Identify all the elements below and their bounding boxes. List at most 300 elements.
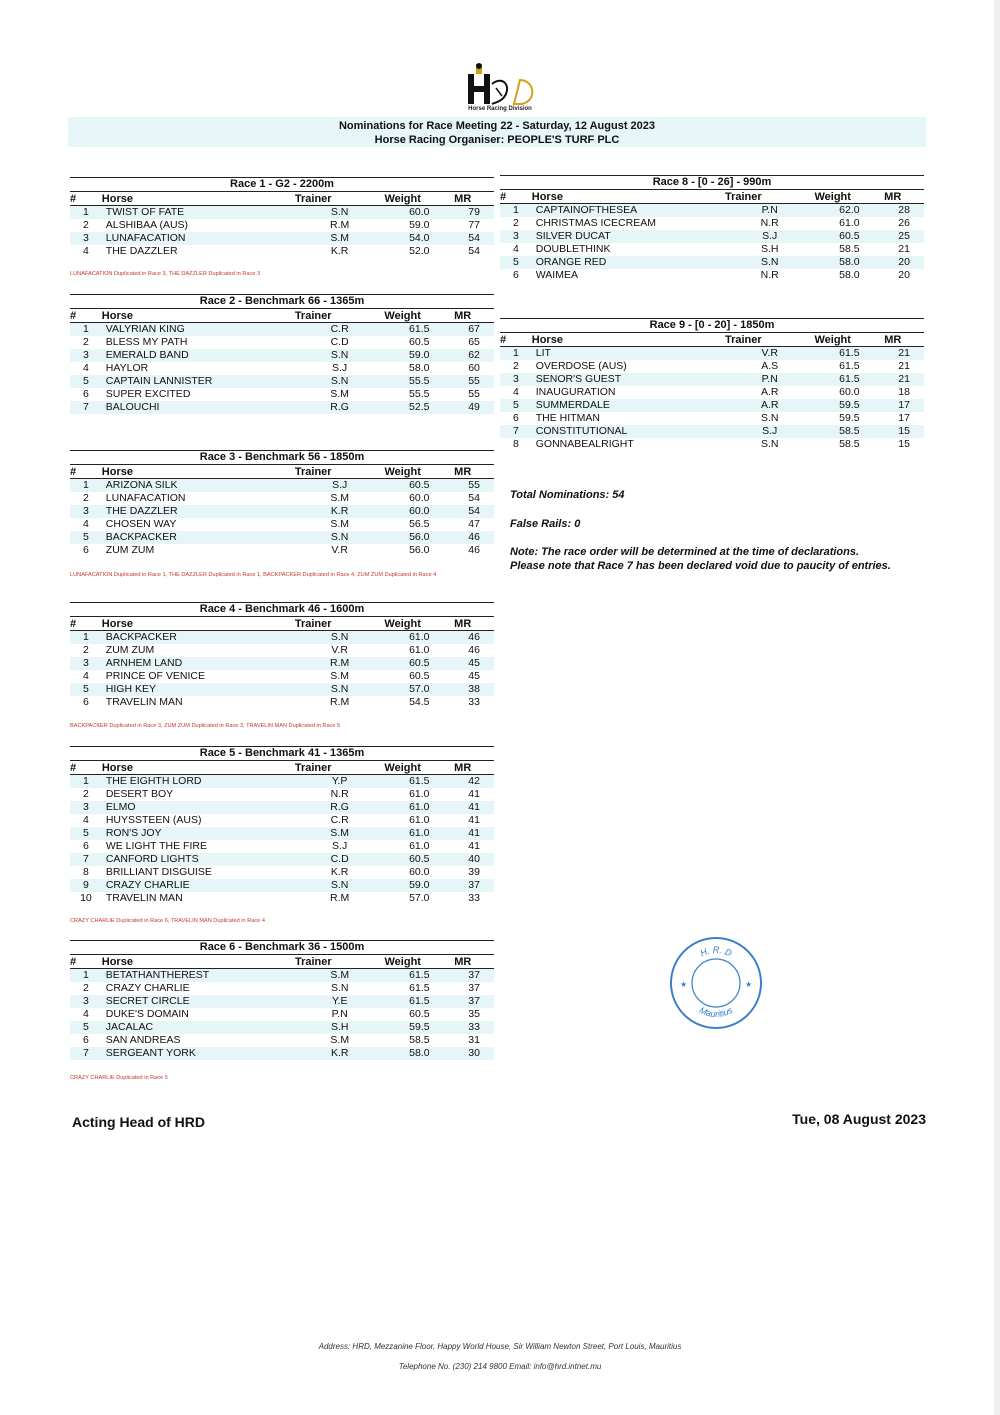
cell-trainer: C.R xyxy=(330,814,349,826)
cell-horse: CONSTITUTIONAL xyxy=(532,425,725,438)
cell-weight: 61.0 xyxy=(384,801,454,814)
cell-mr: 37 xyxy=(454,969,494,983)
cell-mr: 62 xyxy=(454,349,494,362)
cell-mr: 40 xyxy=(454,853,494,866)
column-header-num: # xyxy=(70,955,77,968)
cell-horse: CAPTAIN LANNISTER xyxy=(102,375,295,388)
cell-trainer: C.D xyxy=(295,853,385,866)
meeting-title: Nominations for Race Meeting 22 - Saturday, 12 August 2023 xyxy=(338,120,656,132)
cell-num: 6 xyxy=(82,1034,89,1046)
total-nominations: Total Nominations: 54 xyxy=(510,489,625,501)
cell-num: 7 xyxy=(70,853,102,866)
cell-horse: BACKPACKER xyxy=(102,631,295,645)
table-row xyxy=(70,323,494,337)
cell-horse: JACALAC xyxy=(102,1021,295,1034)
cell-horse: ZUM ZUM xyxy=(105,644,155,656)
cell-weight: 58.0 xyxy=(385,1047,455,1060)
race-order-note: Note: The race order will be determined at the time of declarations. xyxy=(510,546,860,558)
table-row xyxy=(70,788,494,801)
column-header-mr: MR xyxy=(454,955,472,968)
cell-horse: BLESS MY PATH xyxy=(105,336,188,348)
cell-num: 4 xyxy=(82,518,89,530)
cell-horse: RON'S JOY xyxy=(102,827,295,840)
cell-horse: ELMO xyxy=(102,801,295,814)
cell-num: 5 xyxy=(70,375,102,388)
cell-weight: 57.0 xyxy=(409,892,430,904)
cell-num: 6 xyxy=(82,388,89,400)
svg-text:★: ★ xyxy=(745,980,753,989)
cell-weight: 55.5 xyxy=(409,388,430,400)
cell-num: 10 xyxy=(80,892,92,904)
cell-horse: WE LIGHT THE FIRE xyxy=(105,840,207,852)
race-title: Race 8 - [0 - 26] - 990m xyxy=(500,175,924,190)
table-row xyxy=(70,866,494,879)
race-title: Race 5 - Benchmark 41 - 1365m xyxy=(70,746,494,761)
cell-num: 4 xyxy=(512,386,519,398)
column-header-trainer: Trainer xyxy=(724,333,762,346)
table-row xyxy=(70,969,494,983)
cell-horse: DESERT BOY xyxy=(105,788,174,800)
table-row xyxy=(70,995,494,1008)
table-row xyxy=(500,217,924,230)
duplicate-note: CRAZY CHARLIE Duplicated in Race 5 xyxy=(70,1075,168,1081)
column-header-mr: MR xyxy=(454,309,472,322)
page-edge xyxy=(994,0,1000,1415)
table-row xyxy=(70,840,494,853)
cell-trainer: K.R xyxy=(295,1047,385,1060)
cell-horse: VALYRIAN KING xyxy=(102,323,295,337)
cell-weight: 59.5 xyxy=(385,1021,455,1034)
column-header-horse: Horse xyxy=(101,955,133,968)
table-row xyxy=(70,644,494,657)
cell-mr: 26 xyxy=(898,217,910,229)
table-row xyxy=(70,206,494,220)
cell-trainer: S.M xyxy=(330,388,349,400)
cell-weight: 61.0 xyxy=(839,217,860,229)
table-row xyxy=(70,879,494,892)
cell-num: 5 xyxy=(70,1021,102,1034)
cell-num: 1 xyxy=(70,969,102,983)
cell-mr: 18 xyxy=(898,386,910,398)
cell-mr: 15 xyxy=(884,425,924,438)
cell-mr: 46 xyxy=(468,544,480,556)
table-row xyxy=(500,360,924,373)
cell-num: 7 xyxy=(70,401,102,414)
cell-mr: 33 xyxy=(454,1021,494,1034)
cell-horse: INAUGURATION xyxy=(535,386,616,398)
cell-weight: 52.5 xyxy=(384,401,454,414)
cell-horse: WAIMEA xyxy=(535,269,578,281)
cell-num: 2 xyxy=(82,492,89,504)
column-header-num: # xyxy=(70,192,77,205)
cell-trainer: R.M xyxy=(330,696,350,708)
column-header-trainer: Trainer xyxy=(294,955,332,968)
table-row xyxy=(70,401,494,414)
table-row xyxy=(70,219,494,232)
cell-mr: 54 xyxy=(468,245,480,257)
cell-num: 7 xyxy=(500,425,532,438)
cell-horse: ORANGE RED xyxy=(532,256,725,269)
cell-mr: 20 xyxy=(898,269,910,281)
cell-trainer: S.M xyxy=(330,518,349,530)
cell-mr: 21 xyxy=(898,243,910,255)
cell-num: 1 xyxy=(70,775,102,789)
cell-trainer: S.H xyxy=(760,243,779,255)
cell-mr: 21 xyxy=(884,347,924,361)
cell-weight: 61.5 xyxy=(409,982,430,994)
cell-weight: 58.5 xyxy=(839,243,860,255)
cell-horse: BALOUCHI xyxy=(102,401,295,414)
cell-mr: 65 xyxy=(468,336,480,348)
column-header-weight: Weight xyxy=(384,955,421,968)
column-header-num: # xyxy=(70,761,77,774)
table-row xyxy=(70,336,494,349)
cell-horse: HIGH KEY xyxy=(102,683,295,696)
column-header-mr: MR xyxy=(454,761,472,774)
cell-mr: 60 xyxy=(468,362,480,374)
cell-mr: 41 xyxy=(468,814,480,826)
cell-mr: 33 xyxy=(468,892,480,904)
table-row xyxy=(70,531,494,544)
cell-weight: 60.0 xyxy=(409,492,430,504)
table-row xyxy=(70,1034,494,1047)
table-row xyxy=(70,362,494,375)
cell-weight: 60.0 xyxy=(839,386,860,398)
cell-horse: SECRET CIRCLE xyxy=(102,995,295,1008)
cell-trainer: S.N xyxy=(330,982,349,994)
cell-weight: 61.5 xyxy=(384,775,454,789)
column-header-trainer: Trainer xyxy=(294,309,332,322)
cell-num: 3 xyxy=(70,995,102,1008)
cell-mr: 17 xyxy=(898,412,910,424)
cell-trainer: S.M xyxy=(295,827,385,840)
cell-weight: 61.0 xyxy=(409,814,430,826)
cell-weight: 61.0 xyxy=(409,644,430,656)
table-row xyxy=(70,245,494,258)
cell-weight: 61.0 xyxy=(409,788,430,800)
cell-horse: SENOR'S GUEST xyxy=(532,373,725,386)
cell-mr: 37 xyxy=(454,879,494,892)
cell-horse: DUKE'S DOMAIN xyxy=(105,1008,189,1020)
cell-weight: 61.5 xyxy=(385,969,455,983)
cell-trainer: S.N xyxy=(760,438,779,450)
cell-weight: 59.0 xyxy=(384,349,454,362)
table-row xyxy=(70,1047,494,1060)
cell-mr: 35 xyxy=(468,1008,480,1020)
cell-num: 3 xyxy=(70,505,102,518)
cell-mr: 37 xyxy=(454,995,494,1008)
cell-num: 2 xyxy=(512,360,519,372)
cell-weight: 58.0 xyxy=(839,269,860,281)
cell-mr: 54 xyxy=(454,232,494,245)
cell-horse: CANFORD LIGHTS xyxy=(102,853,295,866)
cell-horse: BACKPACKER xyxy=(102,531,295,544)
duplicate-note: LUNAFACATION Duplicated in Race 1, THE DAZZLER Duplicated in Race 1, BACKPACKER Duplicated in Race 4, ZUM ZUM Duplicated in Race 4 xyxy=(70,572,437,578)
table-row xyxy=(70,1008,494,1021)
cell-mr: 41 xyxy=(468,788,480,800)
cell-horse: THE DAZZLER xyxy=(102,505,295,518)
cell-trainer: S.M xyxy=(295,969,385,983)
cell-trainer: S.N xyxy=(295,206,385,220)
cell-weight: 60.0 xyxy=(384,206,454,220)
cell-mr: 15 xyxy=(898,438,910,450)
cell-num: 3 xyxy=(500,373,532,386)
cell-horse: CHRISTMAS ICECREAM xyxy=(535,217,656,229)
cell-horse: PRINCE OF VENICE xyxy=(105,670,205,682)
cell-horse: GONNABEALRIGHT xyxy=(535,438,634,450)
cell-mr: 77 xyxy=(468,219,480,231)
table-row xyxy=(70,375,494,388)
cell-num: 6 xyxy=(82,840,89,852)
issue-date: Tue, 08 August 2023 xyxy=(792,1111,926,1127)
cell-num: 1 xyxy=(70,631,102,645)
table-row xyxy=(70,349,494,362)
table-row xyxy=(70,631,494,645)
table-row xyxy=(70,827,494,840)
cell-mr: 41 xyxy=(454,801,494,814)
table-row xyxy=(70,853,494,866)
table-row xyxy=(500,269,924,282)
cell-trainer: S.N xyxy=(295,879,385,892)
cell-weight: 54.0 xyxy=(384,232,454,245)
cell-weight: 59.5 xyxy=(839,412,860,424)
false-rails: False Rails: 0 xyxy=(510,518,581,530)
cell-num: 6 xyxy=(512,412,519,424)
cell-mr: 31 xyxy=(468,1034,480,1046)
cell-mr: 55 xyxy=(454,479,494,493)
cell-mr: 17 xyxy=(884,399,924,412)
cell-num: 2 xyxy=(82,982,89,994)
cell-weight: 59.0 xyxy=(409,219,430,231)
duplicate-note: CRAZY CHARLIE Duplicated in Race 6, TRAVELIN MAN Duplicated in Race 4 xyxy=(70,918,265,924)
stamp-bottom-text: Mauritius xyxy=(697,1004,735,1020)
table-row xyxy=(70,683,494,696)
cell-trainer: A.R xyxy=(725,399,815,412)
cell-mr: 46 xyxy=(454,631,494,645)
table-row xyxy=(70,544,494,557)
cell-trainer: S.M xyxy=(330,1034,350,1046)
cell-horse: CAPTAINOFTHESEA xyxy=(532,204,725,218)
table-row xyxy=(70,982,494,995)
hrd-stamp xyxy=(668,935,764,1031)
cell-num: 1 xyxy=(70,479,102,493)
cell-trainer: A.R xyxy=(760,386,779,398)
column-header-weight: Weight xyxy=(384,192,421,205)
cell-num: 4 xyxy=(82,362,89,374)
acting-head-label: Acting Head of HRD xyxy=(72,1114,205,1130)
cell-trainer: K.R xyxy=(330,866,349,878)
cell-num: 2 xyxy=(512,217,519,229)
column-header-trainer: Trainer xyxy=(294,617,332,630)
table-row xyxy=(70,775,494,789)
cell-weight: 61.5 xyxy=(839,360,860,372)
cell-num: 5 xyxy=(500,399,532,412)
race7-void-note: Please note that Race 7 has been declared void due to paucity of entries. xyxy=(510,560,891,572)
cell-mr: 54 xyxy=(468,492,480,504)
cell-horse: ARIZONA SILK xyxy=(102,479,295,493)
cell-trainer: R.M xyxy=(330,219,350,231)
column-header-weight: Weight xyxy=(384,761,421,774)
duplicate-note: BACKPACKER Duplicated in Race 3, ZUM ZUM Duplicated in Race 3, TRAVELIN MAN Duplicated in Race 5 xyxy=(70,723,341,729)
column-header-mr: MR xyxy=(884,333,902,346)
cell-num: 3 xyxy=(70,349,102,362)
table-row xyxy=(70,492,494,505)
cell-num: 5 xyxy=(500,256,532,269)
duplicate-note: LUNAFACATION Duplicated in Race 3, THE DAZZLER Duplicated in Race 3 xyxy=(70,271,261,277)
cell-num: 4 xyxy=(82,670,89,682)
cell-trainer: S.J xyxy=(725,425,815,438)
cell-horse: CRAZY CHARLIE xyxy=(105,982,190,994)
cell-horse: TWIST OF FATE xyxy=(102,206,295,220)
table-row xyxy=(70,670,494,683)
cell-num: 3 xyxy=(70,801,102,814)
column-header-trainer: Trainer xyxy=(294,465,332,478)
cell-trainer: V.R xyxy=(331,544,348,556)
column-header-trainer: Trainer xyxy=(294,192,332,205)
column-header-num: # xyxy=(500,333,507,346)
column-header-horse: Horse xyxy=(531,190,563,203)
cell-num: 8 xyxy=(82,866,89,878)
cell-weight: 58.5 xyxy=(814,425,884,438)
cell-weight: 58.0 xyxy=(409,362,430,374)
race-title: Race 3 - Benchmark 56 - 1850m xyxy=(70,450,494,465)
column-header-mr: MR xyxy=(884,190,902,203)
table-row xyxy=(500,204,924,218)
cell-num: 2 xyxy=(82,219,89,231)
cell-num: 4 xyxy=(512,243,519,255)
cell-weight: 59.0 xyxy=(384,879,454,892)
cell-horse: CRAZY CHARLIE xyxy=(102,879,295,892)
cell-weight: 59.5 xyxy=(814,399,884,412)
cell-weight: 60.5 xyxy=(409,1008,430,1020)
cell-mr: 42 xyxy=(454,775,494,789)
table-row xyxy=(500,399,924,412)
table-row xyxy=(500,230,924,243)
cell-weight: 56.0 xyxy=(409,544,430,556)
cell-weight: 58.5 xyxy=(839,438,860,450)
cell-mr: 46 xyxy=(468,644,480,656)
column-header-weight: Weight xyxy=(384,465,421,478)
cell-num: 2 xyxy=(82,788,89,800)
race-table xyxy=(500,175,924,282)
cell-horse: SUMMERDALE xyxy=(532,399,725,412)
cell-mr: 20 xyxy=(884,256,924,269)
table-row xyxy=(500,243,924,256)
cell-trainer: S.N xyxy=(295,349,385,362)
cell-weight: 60.5 xyxy=(814,230,884,243)
table-row xyxy=(70,479,494,493)
cell-num: 2 xyxy=(82,336,89,348)
column-header-num: # xyxy=(500,190,507,203)
table-row xyxy=(70,1021,494,1034)
cell-mr: 55 xyxy=(454,375,494,388)
table-row xyxy=(70,696,494,709)
cell-horse: THE EIGHTH LORD xyxy=(102,775,295,789)
race-table xyxy=(70,177,494,258)
cell-num: 4 xyxy=(82,814,89,826)
cell-weight: 61.5 xyxy=(384,323,454,337)
cell-mr: 37 xyxy=(468,982,480,994)
cell-weight: 58.5 xyxy=(409,1034,430,1046)
cell-num: 4 xyxy=(82,1008,89,1020)
table-row xyxy=(500,373,924,386)
table-row xyxy=(500,256,924,269)
cell-trainer: S.H xyxy=(295,1021,385,1034)
table-row xyxy=(500,425,924,438)
cell-weight: 60.5 xyxy=(384,853,454,866)
cell-horse: HUYSSTEEN (AUS) xyxy=(105,814,202,826)
cell-num: 7 xyxy=(70,1047,102,1060)
cell-trainer: S.N xyxy=(295,683,385,696)
race-table xyxy=(500,318,924,451)
cell-mr: 25 xyxy=(884,230,924,243)
cell-mr: 55 xyxy=(468,388,480,400)
cell-trainer: S.M xyxy=(330,492,349,504)
column-header-horse: Horse xyxy=(531,333,563,346)
table-row xyxy=(70,657,494,670)
cell-weight: 56.5 xyxy=(409,518,430,530)
cell-horse: THE DAZZLER xyxy=(105,245,178,257)
cell-trainer: S.M xyxy=(295,232,385,245)
cell-trainer: K.R xyxy=(295,505,385,518)
cell-num: 5 xyxy=(70,827,102,840)
cell-weight: 52.0 xyxy=(409,245,430,257)
column-header-horse: Horse xyxy=(101,309,133,322)
race-table xyxy=(70,450,494,557)
cell-mr: 39 xyxy=(468,866,480,878)
cell-horse: BRILLIANT DISGUISE xyxy=(105,866,212,878)
cell-mr: 21 xyxy=(898,360,910,372)
cell-horse: THE HITMAN xyxy=(535,412,600,424)
cell-horse: EMERALD BAND xyxy=(102,349,295,362)
cell-horse: CHOSEN WAY xyxy=(105,518,177,530)
cell-num: 6 xyxy=(82,544,89,556)
cell-horse: ZUM ZUM xyxy=(105,544,155,556)
cell-num: 1 xyxy=(70,206,102,220)
cell-num: 3 xyxy=(500,230,532,243)
svg-text:H. R. D xyxy=(699,945,734,958)
race-table xyxy=(70,746,494,905)
cell-num: 3 xyxy=(70,657,102,670)
cell-horse: ARNHEM LAND xyxy=(102,657,295,670)
column-header-mr: MR xyxy=(454,192,472,205)
column-header-weight: Weight xyxy=(384,309,421,322)
cell-weight: 60.5 xyxy=(409,336,430,348)
cell-trainer: N.R xyxy=(330,788,349,800)
cell-horse: BETATHANTHEREST xyxy=(102,969,295,983)
cell-mr: 49 xyxy=(454,401,494,414)
cell-mr: 79 xyxy=(454,206,494,220)
cell-weight: 54.5 xyxy=(409,696,430,708)
cell-weight: 60.5 xyxy=(384,657,454,670)
cell-horse: SERGEANT YORK xyxy=(102,1047,295,1060)
table-row xyxy=(500,412,924,425)
cell-mr: 46 xyxy=(454,531,494,544)
cell-horse: ALSHIBAA (AUS) xyxy=(105,219,189,231)
column-header-mr: MR xyxy=(454,465,472,478)
cell-mr: 38 xyxy=(454,683,494,696)
cell-num: 5 xyxy=(70,531,102,544)
cell-weight: 56.0 xyxy=(384,531,454,544)
column-header-trainer: Trainer xyxy=(294,761,332,774)
cell-horse: LIT xyxy=(532,347,725,361)
cell-mr: 45 xyxy=(454,657,494,670)
cell-trainer: S.N xyxy=(295,631,385,645)
table-row xyxy=(500,347,924,361)
table-row xyxy=(70,814,494,827)
cell-trainer: S.N xyxy=(725,256,815,269)
cell-weight: 61.0 xyxy=(384,631,454,645)
